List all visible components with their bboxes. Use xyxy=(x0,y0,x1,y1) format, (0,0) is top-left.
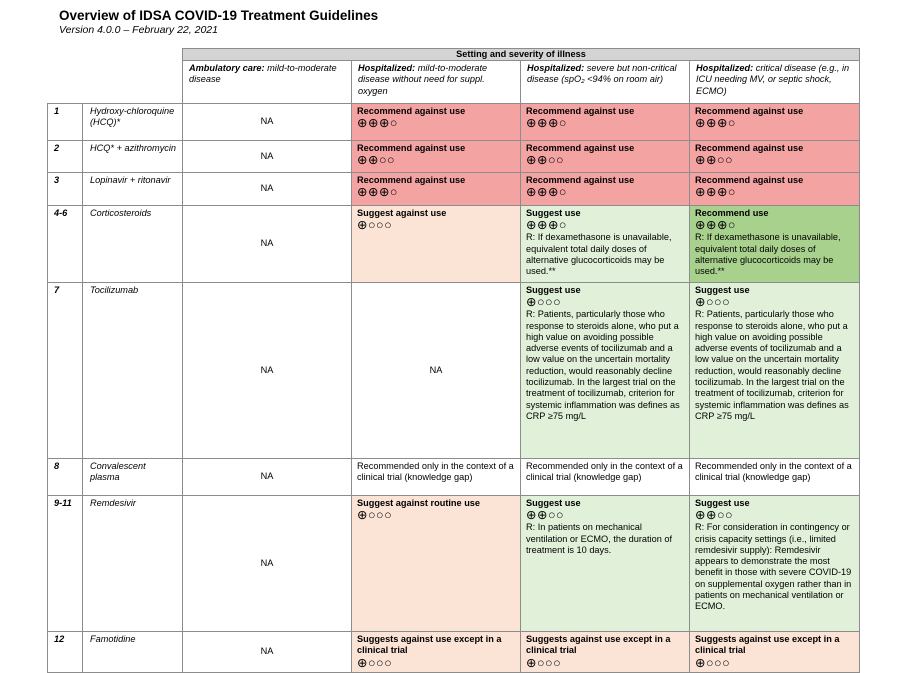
drug-name: Convalescent plasma xyxy=(83,459,183,496)
table-row xyxy=(48,104,860,141)
certainty-rating: ⊕⊕⊕○ xyxy=(695,185,736,200)
recommendation-cell xyxy=(690,632,860,673)
row-number: 7 xyxy=(48,283,83,459)
recommendation-cell xyxy=(352,173,521,206)
column-header-row xyxy=(48,61,860,104)
table-row xyxy=(48,496,860,632)
drug-name: Remdesivir xyxy=(83,496,183,632)
recommendation-label: Recommend against use xyxy=(695,143,804,153)
recommendation-label: Suggests against use except in a clinical trial xyxy=(695,634,840,656)
certainty-rating: ⊕⊕⊕○ xyxy=(357,185,398,200)
recommendation-cell xyxy=(521,459,690,496)
certainty-rating: ⊕○○○ xyxy=(357,218,393,233)
recommendation-label: Recommend use xyxy=(695,208,769,218)
certainty-rating: ⊕⊕⊕○ xyxy=(526,185,567,200)
row-number: 12 xyxy=(48,632,83,673)
recommendation-label: Suggest use xyxy=(526,498,581,508)
recommendation-cell xyxy=(352,496,521,632)
row-number: 9-11 xyxy=(48,496,83,632)
certainty-rating: ⊕⊕○○ xyxy=(695,508,734,523)
recommendation-label: Recommend against use xyxy=(695,175,804,185)
recommendation-label: Recommend against use xyxy=(357,143,466,153)
row-number: 8 xyxy=(48,459,83,496)
recommendation-label: Suggests against use except in a clinical trial xyxy=(357,634,502,656)
recommendation-cell xyxy=(690,141,860,173)
remark-text: R: For consideration in contingency or crisis capacity settings (i.e., limited remdesivir supply): Remdesivir appears to demonstrate the most benefit in those with severe COVID-19 on supplemental oxygen rather than in patients on mechanical ventilation or ECMO. xyxy=(695,522,852,612)
guidelines-table xyxy=(47,48,860,673)
remark-text: Recommended only in the context of a clinical trial (knowledge gap) xyxy=(357,461,514,483)
remark-text: R: Patients, particularly those who response to steroids alone, who put a high value on avoiding possible adverse events of tocilizumab and a low value on the uncertain mortality reduction, would reasonably decline tocilizumab. In the largest trial on the treatment of tocilizumab, criterion for systemic inflammation was defines as CRP ≥75 mg/L xyxy=(526,309,680,421)
recommendation-cell xyxy=(521,632,690,673)
column-header-ambulatory: Ambulatory care: mild-to-moderate disease xyxy=(183,61,352,104)
recommendation-cell xyxy=(690,496,860,632)
drug-name: Corticosteroids xyxy=(83,206,183,283)
drug-name: Hydroxy-chloroquine (HCQ)* xyxy=(83,104,183,141)
column-header-hosp-critical: Hospitalized: critical disease (e.g., in ICU needing MV, or septic shock, ECMO) xyxy=(690,61,860,104)
recommendation-label: Suggest against use xyxy=(357,208,447,218)
remark-text: R: If dexamethasone is unavailable, equivalent total daily doses of alternative glucocorticoids may be used.** xyxy=(695,232,841,277)
table-row xyxy=(48,206,860,283)
recommendation-label: Suggest use xyxy=(695,498,750,508)
recommendation-cell xyxy=(352,459,521,496)
certainty-rating: ⊕⊕⊕○ xyxy=(357,116,398,131)
table-row xyxy=(48,141,860,173)
setting-header-row xyxy=(48,49,860,61)
certainty-rating: ⊕○○○ xyxy=(526,295,562,310)
recommendation-label: Suggest use xyxy=(526,285,581,295)
table-row xyxy=(48,283,860,459)
recommendation-cell xyxy=(690,104,860,141)
ambulatory-cell: NA xyxy=(183,632,352,673)
drug-name: Lopinavir + ritonavir xyxy=(83,173,183,206)
table-row xyxy=(48,632,860,673)
remark-text: Recommended only in the context of a clinical trial (knowledge gap) xyxy=(526,461,683,483)
recommendation-label: Recommend against use xyxy=(526,175,635,185)
recommendation-label: Recommend against use xyxy=(526,106,635,116)
ambulatory-cell: NA xyxy=(183,283,352,459)
ambulatory-cell: NA xyxy=(183,206,352,283)
remark-text: R: Patients, particularly those who response to steroids alone, who put a high value on avoiding possible adverse events of tocilizumab and a low value on the uncertain mortality reduction, would reasonably decline tocilizumab. In the largest trial on the treatment of tocilizumab, criterion for systemic inflammation was defines as CRP ≥75 mg/L xyxy=(695,309,849,421)
certainty-rating: ⊕⊕○○ xyxy=(526,508,565,523)
recommendation-cell xyxy=(521,104,690,141)
recommendation-cell xyxy=(352,632,521,673)
recommendation-label: Recommend against use xyxy=(357,175,466,185)
recommendation-cell xyxy=(352,206,521,283)
certainty-rating: ⊕⊕○○ xyxy=(357,153,396,168)
ambulatory-cell: NA xyxy=(183,173,352,206)
certainty-rating: ⊕⊕○○ xyxy=(526,153,565,168)
certainty-rating: ⊕⊕⊕○ xyxy=(695,218,736,233)
recommendation-cell xyxy=(690,459,860,496)
recommendation-label: Recommend against use xyxy=(357,106,466,116)
recommendation-label: Suggest use xyxy=(695,285,750,295)
certainty-rating: ⊕○○○ xyxy=(695,295,731,310)
recommendation-cell xyxy=(352,141,521,173)
recommendation-cell xyxy=(352,104,521,141)
recommendation-cell xyxy=(521,141,690,173)
remark-text: Recommended only in the context of a clinical trial (knowledge gap) xyxy=(695,461,852,483)
recommendation-label: Recommend against use xyxy=(695,106,804,116)
ambulatory-cell: NA xyxy=(183,496,352,632)
row-number: 2 xyxy=(48,141,83,173)
recommendation-cell xyxy=(690,173,860,206)
drug-name: Famotidine xyxy=(83,632,183,673)
setting-header: Setting and severity of illness xyxy=(183,49,860,61)
drug-name: Tocilizumab xyxy=(83,283,183,459)
ambulatory-cell: NA xyxy=(183,459,352,496)
certainty-rating: ⊕○○○ xyxy=(526,655,562,670)
table-row xyxy=(48,173,860,206)
certainty-rating: ⊕○○○ xyxy=(357,508,393,523)
recommendation-label: Suggest use xyxy=(526,208,581,218)
certainty-rating: ⊕⊕⊕○ xyxy=(695,116,736,131)
row-number: 4-6 xyxy=(48,206,83,283)
recommendation-cell xyxy=(521,206,690,283)
certainty-rating: ⊕○○○ xyxy=(695,655,731,670)
recommendation-cell xyxy=(690,206,860,283)
drug-name: HCQ* + azithromycin xyxy=(83,141,183,173)
certainty-rating: ⊕○○○ xyxy=(357,655,393,670)
recommendation-cell: NA xyxy=(352,283,521,459)
ambulatory-cell: NA xyxy=(183,141,352,173)
recommendation-cell xyxy=(521,173,690,206)
recommendation-cell xyxy=(521,496,690,632)
recommendation-label: Suggests against use except in a clinical trial xyxy=(526,634,671,656)
remark-text: R: If dexamethasone is unavailable, equivalent total daily doses of alternative glucocorticoids may be used.** xyxy=(526,232,672,277)
row-number: 1 xyxy=(48,104,83,141)
table-row xyxy=(48,459,860,496)
certainty-rating: ⊕⊕○○ xyxy=(695,153,734,168)
column-header-hosp-severe: Hospitalized: severe but non-critical disease (spO₂ <94% on room air) xyxy=(521,61,690,104)
column-header-hosp-mild: Hospitalized: mild-to-moderate disease without need for suppl. oxygen xyxy=(352,61,521,104)
certainty-rating: ⊕⊕⊕○ xyxy=(526,218,567,233)
document-title: Overview of IDSA COVID-19 Treatment Guidelines xyxy=(59,8,379,23)
remark-text: R: In patients on mechanical ventilation or ECMO, the duration of treatment is 10 days. xyxy=(526,522,673,555)
recommendation-label: Recommend against use xyxy=(526,143,635,153)
recommendation-cell xyxy=(521,283,690,459)
recommendation-cell xyxy=(690,283,860,459)
certainty-rating: ⊕⊕⊕○ xyxy=(526,116,567,131)
document-version: Version 4.0.0 – February 22, 2021 xyxy=(59,24,218,36)
row-number: 3 xyxy=(48,173,83,206)
recommendation-label: Suggest against routine use xyxy=(357,498,481,508)
ambulatory-cell: NA xyxy=(183,104,352,141)
